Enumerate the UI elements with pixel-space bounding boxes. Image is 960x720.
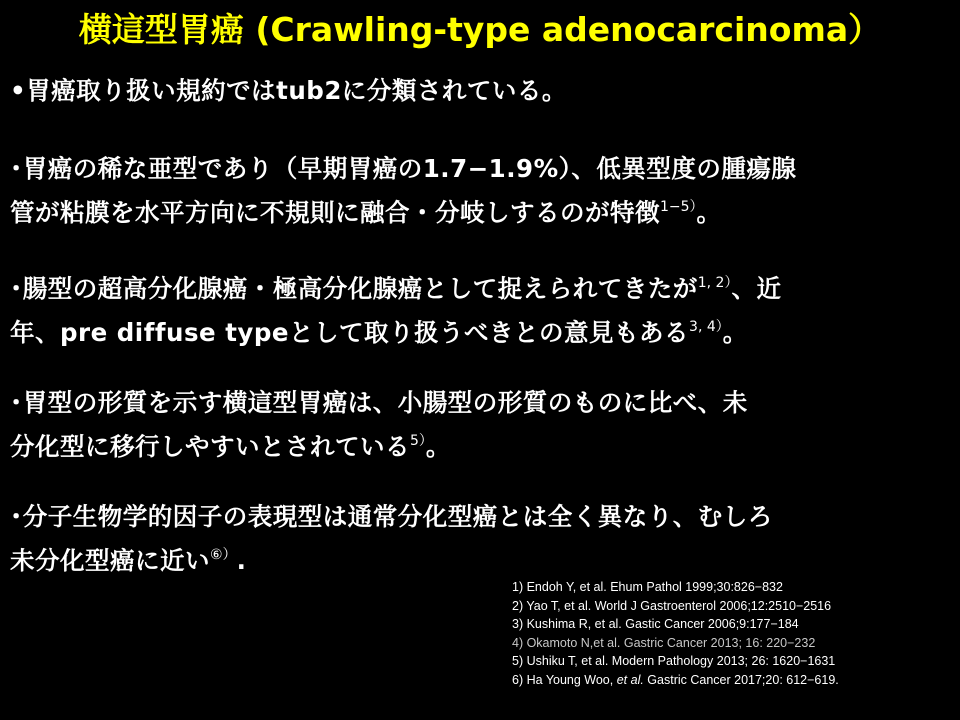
bullet-5-line-2: [10, 536, 950, 580]
bullet-3-line-2: [10, 308, 950, 352]
bullet-4-citation: 5）: [410, 433, 426, 449]
bullet-4-line-2: [10, 422, 950, 466]
bullet-3-line-1-tail: 、近: [731, 274, 782, 303]
reference-5: 5) Ushiku T, et al. Modern Pathology 2013; 26: 1620−1631: [512, 654, 836, 669]
bullet-3-citation-b: 3, 4）: [689, 319, 723, 335]
reference-6-authors: 6) Ha Young Woo,: [512, 672, 617, 687]
bullet-3-tail: 。: [722, 318, 748, 347]
bullet-5: [10, 498, 950, 580]
bullet-2-line-2: [10, 188, 950, 232]
bullet-2-line-2-text: 管が粘膜を水平方向に不規則に融合・分岐しするのが特徴: [10, 198, 660, 227]
reference-1: 1) Endoh Y, et al. Ehum Pathol 1999;30:826−832: [512, 580, 783, 594]
reference-6-etal: et al.: [616, 672, 644, 687]
bullet-3-line-1: [10, 264, 950, 308]
bullet-2-citation: 1−5）: [660, 199, 697, 215]
bullet-5-line-2-text: 未分化型癌に近い: [10, 546, 210, 575]
bullet-2-tail: 。: [696, 198, 722, 227]
slide-title: 横這型胃癌 (Crawling-type adenocarcinoma）: [78, 10, 882, 49]
bullet-4-line-1: ･胃型の形質を示す横這型胃癌は、小腸型の形質のものに比べ、未: [10, 388, 748, 417]
bullet-3-line-1-text: ･腸型の超高分化腺癌・極高分化腺癌として捉えられてきたが: [10, 274, 698, 303]
bullet-3-line-2-text: 年、pre diffuse typeとして取り扱うべきとの意見もある: [10, 318, 690, 347]
bullet-3-citation-a: 1, 2）: [697, 275, 732, 291]
reference-3: 3) Kushima R, et al. Gastic Cancer 2006;9:177−184: [512, 617, 799, 632]
bullet-1: [10, 72, 950, 110]
reference-list: [512, 578, 952, 690]
reference-4: 4) Okamoto N,et al. Gastric Cancer 2013; 16: 220−232: [512, 635, 816, 650]
bullet-4: [10, 384, 950, 466]
bullet-2-line-1: ･胃癌の稀な亜型であり（早期胃癌の1.7−1.9%）、低異型度の腫瘍腺: [10, 154, 797, 183]
bullet-1-line-1: •胃癌取り扱い規約ではtub2に分類されている。: [10, 76, 567, 105]
reference-6: [512, 671, 952, 690]
bullet-4-line-2-text: 分化型に移行しやすいとされている: [10, 432, 410, 461]
reference-6-journal: Gastric Cancer 2017;20: 612−619.: [643, 672, 839, 687]
bullet-5-tail: .: [236, 546, 247, 575]
bullet-4-tail: 。: [425, 432, 451, 461]
bullet-3: [10, 264, 950, 352]
reference-2: 2) Yao T, et al. World J Gastroenterol 2006;12:2510−2516: [512, 598, 832, 613]
bullet-2: [10, 150, 950, 232]
bullet-5-citation: ⑥）: [210, 547, 237, 563]
bullet-5-line-1: ･分子生物学的因子の表現型は通常分化型癌とは全く異なり、むしろ: [10, 502, 773, 531]
